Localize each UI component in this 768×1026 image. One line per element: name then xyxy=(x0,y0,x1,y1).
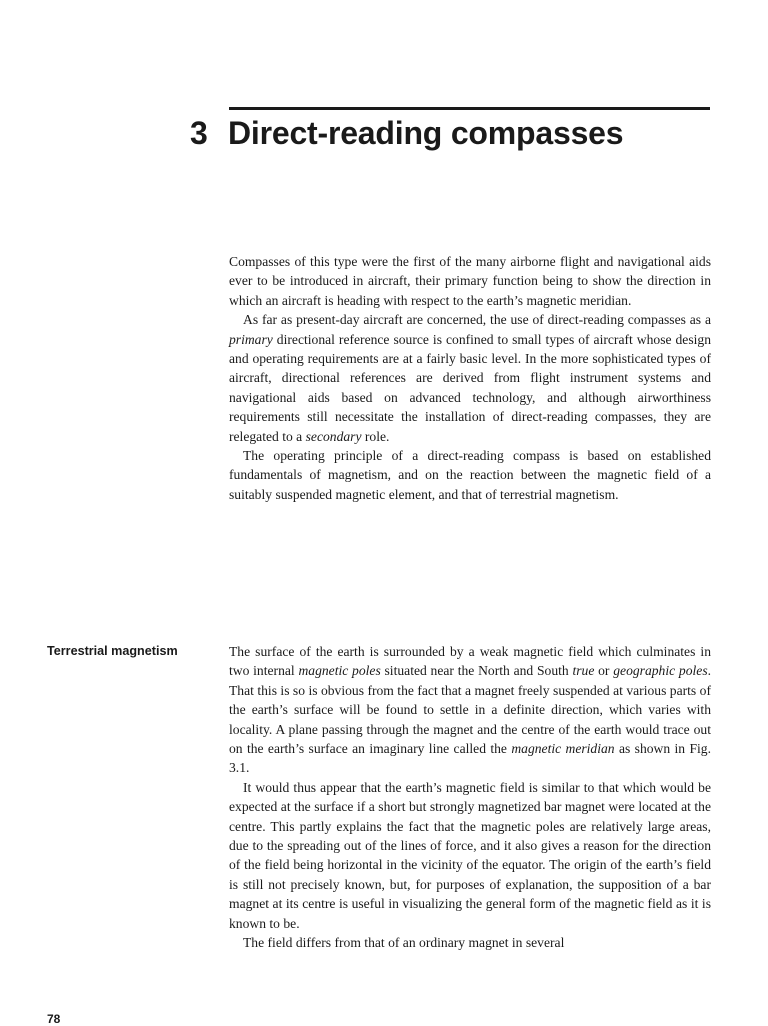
page-number: 78 xyxy=(47,1012,61,1026)
section-heading: Terrestrial magnetism xyxy=(47,644,178,658)
intro-text xyxy=(229,252,711,504)
intro-paragraph-1: Compasses of this type were the first of the many airborne flight and navigational aids ever to be introduced in aircraft, their primary function being to show the direction in which an aircraft is heading with respect to the earth’s magnetic meridian. xyxy=(229,254,711,308)
section-paragraph-2: It would thus appear that the earth’s magnetic field is similar to that which would be expected at the surface if a short but strongly magnetized bar magnet were located at the centre. This partly explains the fact that the magnetic poles are relatively large areas, due to the spreading out of the lines of force, and it also gives a reason for the direction of the field being horizontal in the vicinity of the equator. The origin of the earth’s field is still not precisely known, but, for purposes of explanation, the supposition of a bar magnet at its centre is useful in visualizing the general form of the magnetic field as it is known to be. xyxy=(229,779,711,931)
chapter-title-rule xyxy=(229,107,710,110)
section-paragraph-1: The surface of the earth is surrounded by a weak magnetic field which culminates in two internal magnetic poles situated near the North and South true or geographic poles. That this is so is obvious from the fact that a magnet freely suspended at various parts of the earth’s surface will be found to settle in a definite direction, which varies with locality. A plane passing through the magnet and the centre of the earth would trace out on the earth’s surface an imaginary line called the magnetic meridian as shown in Fig. 3.1. xyxy=(229,644,712,776)
intro-paragraph-3: The operating principle of a direct-reading compass is based on established fundamentals of magnetism, and on the reaction between the magnetic field of a suitably suspended magnetic element, and that of terrestrial magnetism. xyxy=(229,448,711,502)
chapter-title xyxy=(190,114,623,152)
chapter-number: 3 xyxy=(190,115,208,151)
intro-paragraph-2: As far as present-day aircraft are concerned, the use of direct-reading compasses as a primary directional reference source is confined to small types of aircraft whose design and operating requirements are at a fairly basic level. In the more sophisticated types of aircraft, directional references are derived from flight instrument systems and navigational aids based on advanced technology, and although airworthiness requirements still necessitate the installation of direct-reading compasses, they are relegated to a secondary role. xyxy=(229,312,711,444)
chapter-title-text: Direct-reading compasses xyxy=(228,115,624,151)
section-paragraph-3: The field differs from that of an ordinary magnet in several xyxy=(243,935,565,951)
section-text xyxy=(229,642,711,953)
